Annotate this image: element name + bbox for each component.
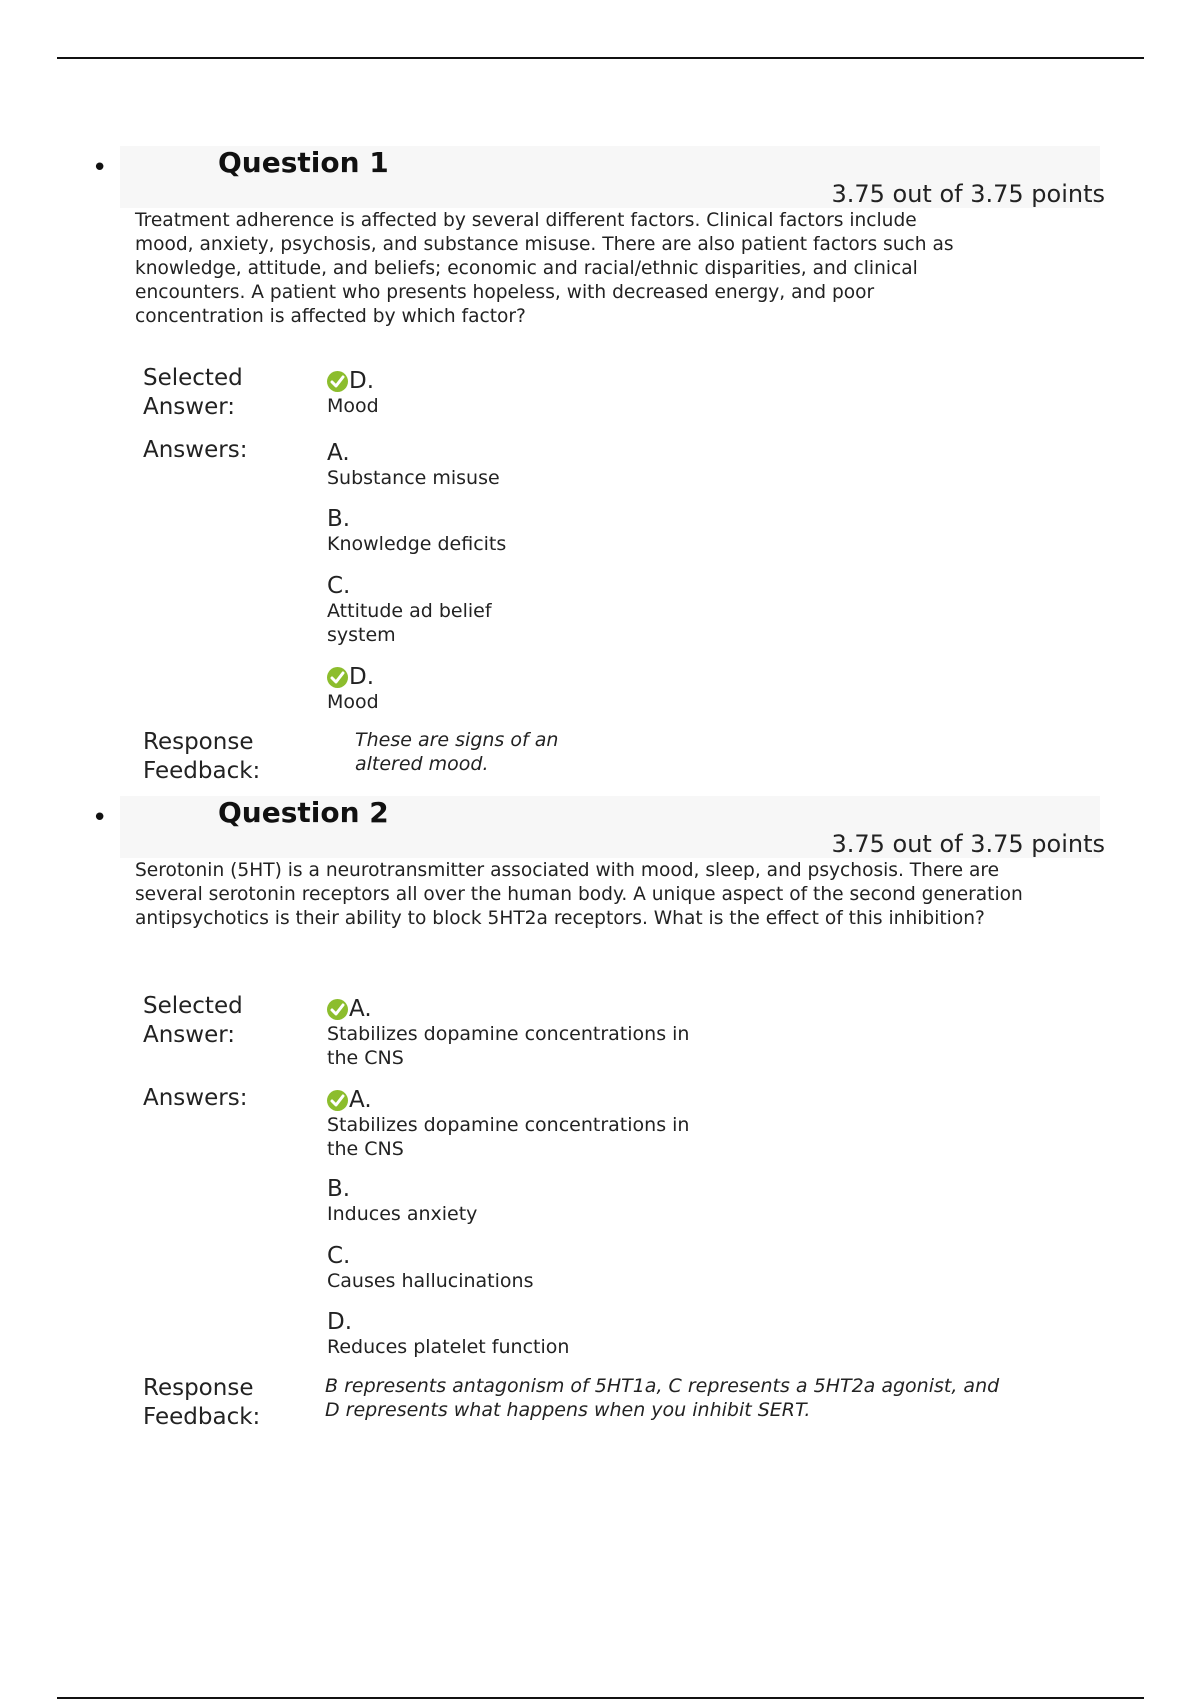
answers-label: Answers: (143, 1085, 248, 1111)
question-points: 3.75 out of 3.75 points (831, 830, 1105, 858)
answer-letter: A. (327, 440, 350, 466)
question-text: Treatment adherence is affected by several different factors. Clinical factors include mood, anxiety, psychosis, and substance misuse. There are also patient factors such as knowledge, attitude, and beliefs; economic and racial/ethnic disparities, and clinical encounters. A patient who presents hopeless, with decreased energy, and poor concentration is affected by which factor? (135, 210, 954, 327)
answer-letter: B. (327, 506, 351, 532)
check-circle-icon (327, 667, 348, 688)
answer-letter: C. (327, 1243, 351, 1269)
bottom-rule (57, 1697, 1144, 1699)
answer-letter: D. (349, 368, 375, 394)
answer-option-b (327, 1176, 477, 1226)
selected-answer-label: Selected Answer: (143, 993, 243, 1048)
list-bullet: • (92, 153, 108, 183)
selected-answer (327, 996, 707, 1070)
top-rule (57, 57, 1144, 59)
answer-letter: C. (327, 573, 351, 599)
check-circle-icon (327, 999, 348, 1020)
selected-answer (327, 368, 379, 418)
question-points: 3.75 out of 3.75 points (831, 180, 1105, 208)
answer-option-c (327, 573, 517, 647)
answer-text: Stabilizes dopamine concentrations in the CNS (327, 1114, 690, 1160)
selected-answer-label: Selected Answer: (143, 365, 243, 420)
answer-letter: A. (349, 1087, 372, 1113)
answer-text: Knowledge deficits (327, 533, 507, 555)
answer-text: Attitude ad belief system (327, 600, 492, 646)
question-title: Question 1 (218, 146, 389, 179)
answer-text: Mood (327, 691, 379, 713)
response-feedback-label: Response Feedback: (143, 729, 261, 784)
answers-label: Answers: (143, 437, 248, 463)
answer-letter: A. (349, 996, 372, 1022)
answer-option-a (327, 440, 500, 490)
question-title: Question 2 (218, 796, 389, 829)
answer-option-c (327, 1243, 533, 1293)
answer-option-b (327, 506, 506, 556)
answer-letter: B. (327, 1176, 351, 1202)
answer-letter: D. (349, 664, 375, 690)
check-circle-icon (327, 371, 348, 392)
list-bullet: • (92, 803, 108, 833)
answer-text: Substance misuse (327, 467, 500, 489)
question-text: Serotonin (5HT) is a neurotransmitter associated with mood, sleep, and psychosis. There are several serotonin receptors all over the human body. A unique aspect of the second generation antipsychotics is their ability to block 5HT2a receptors. What is the effect of this inhibition? (135, 860, 1023, 929)
response-feedback: These are signs of an altered mood. (355, 729, 559, 775)
answer-option-d (327, 1309, 569, 1359)
response-feedback: B represents antagonism of 5HT1a, C represents a 5HT2a agonist, and D represents what happens when you inhibit SERT. (325, 1375, 1000, 1421)
answer-text: Causes hallucinations (327, 1270, 534, 1292)
answer-option-a (327, 1087, 707, 1161)
check-circle-icon (327, 1090, 348, 1111)
answer-letter: D. (327, 1309, 353, 1335)
answer-option-d (327, 664, 379, 714)
answer-text: Reduces platelet function (327, 1336, 570, 1358)
response-feedback-label: Response Feedback: (143, 1375, 261, 1430)
answer-text: Stabilizes dopamine concentrations in the CNS (327, 1023, 690, 1069)
answer-text: Mood (327, 395, 379, 417)
answer-text: Induces anxiety (327, 1203, 478, 1225)
